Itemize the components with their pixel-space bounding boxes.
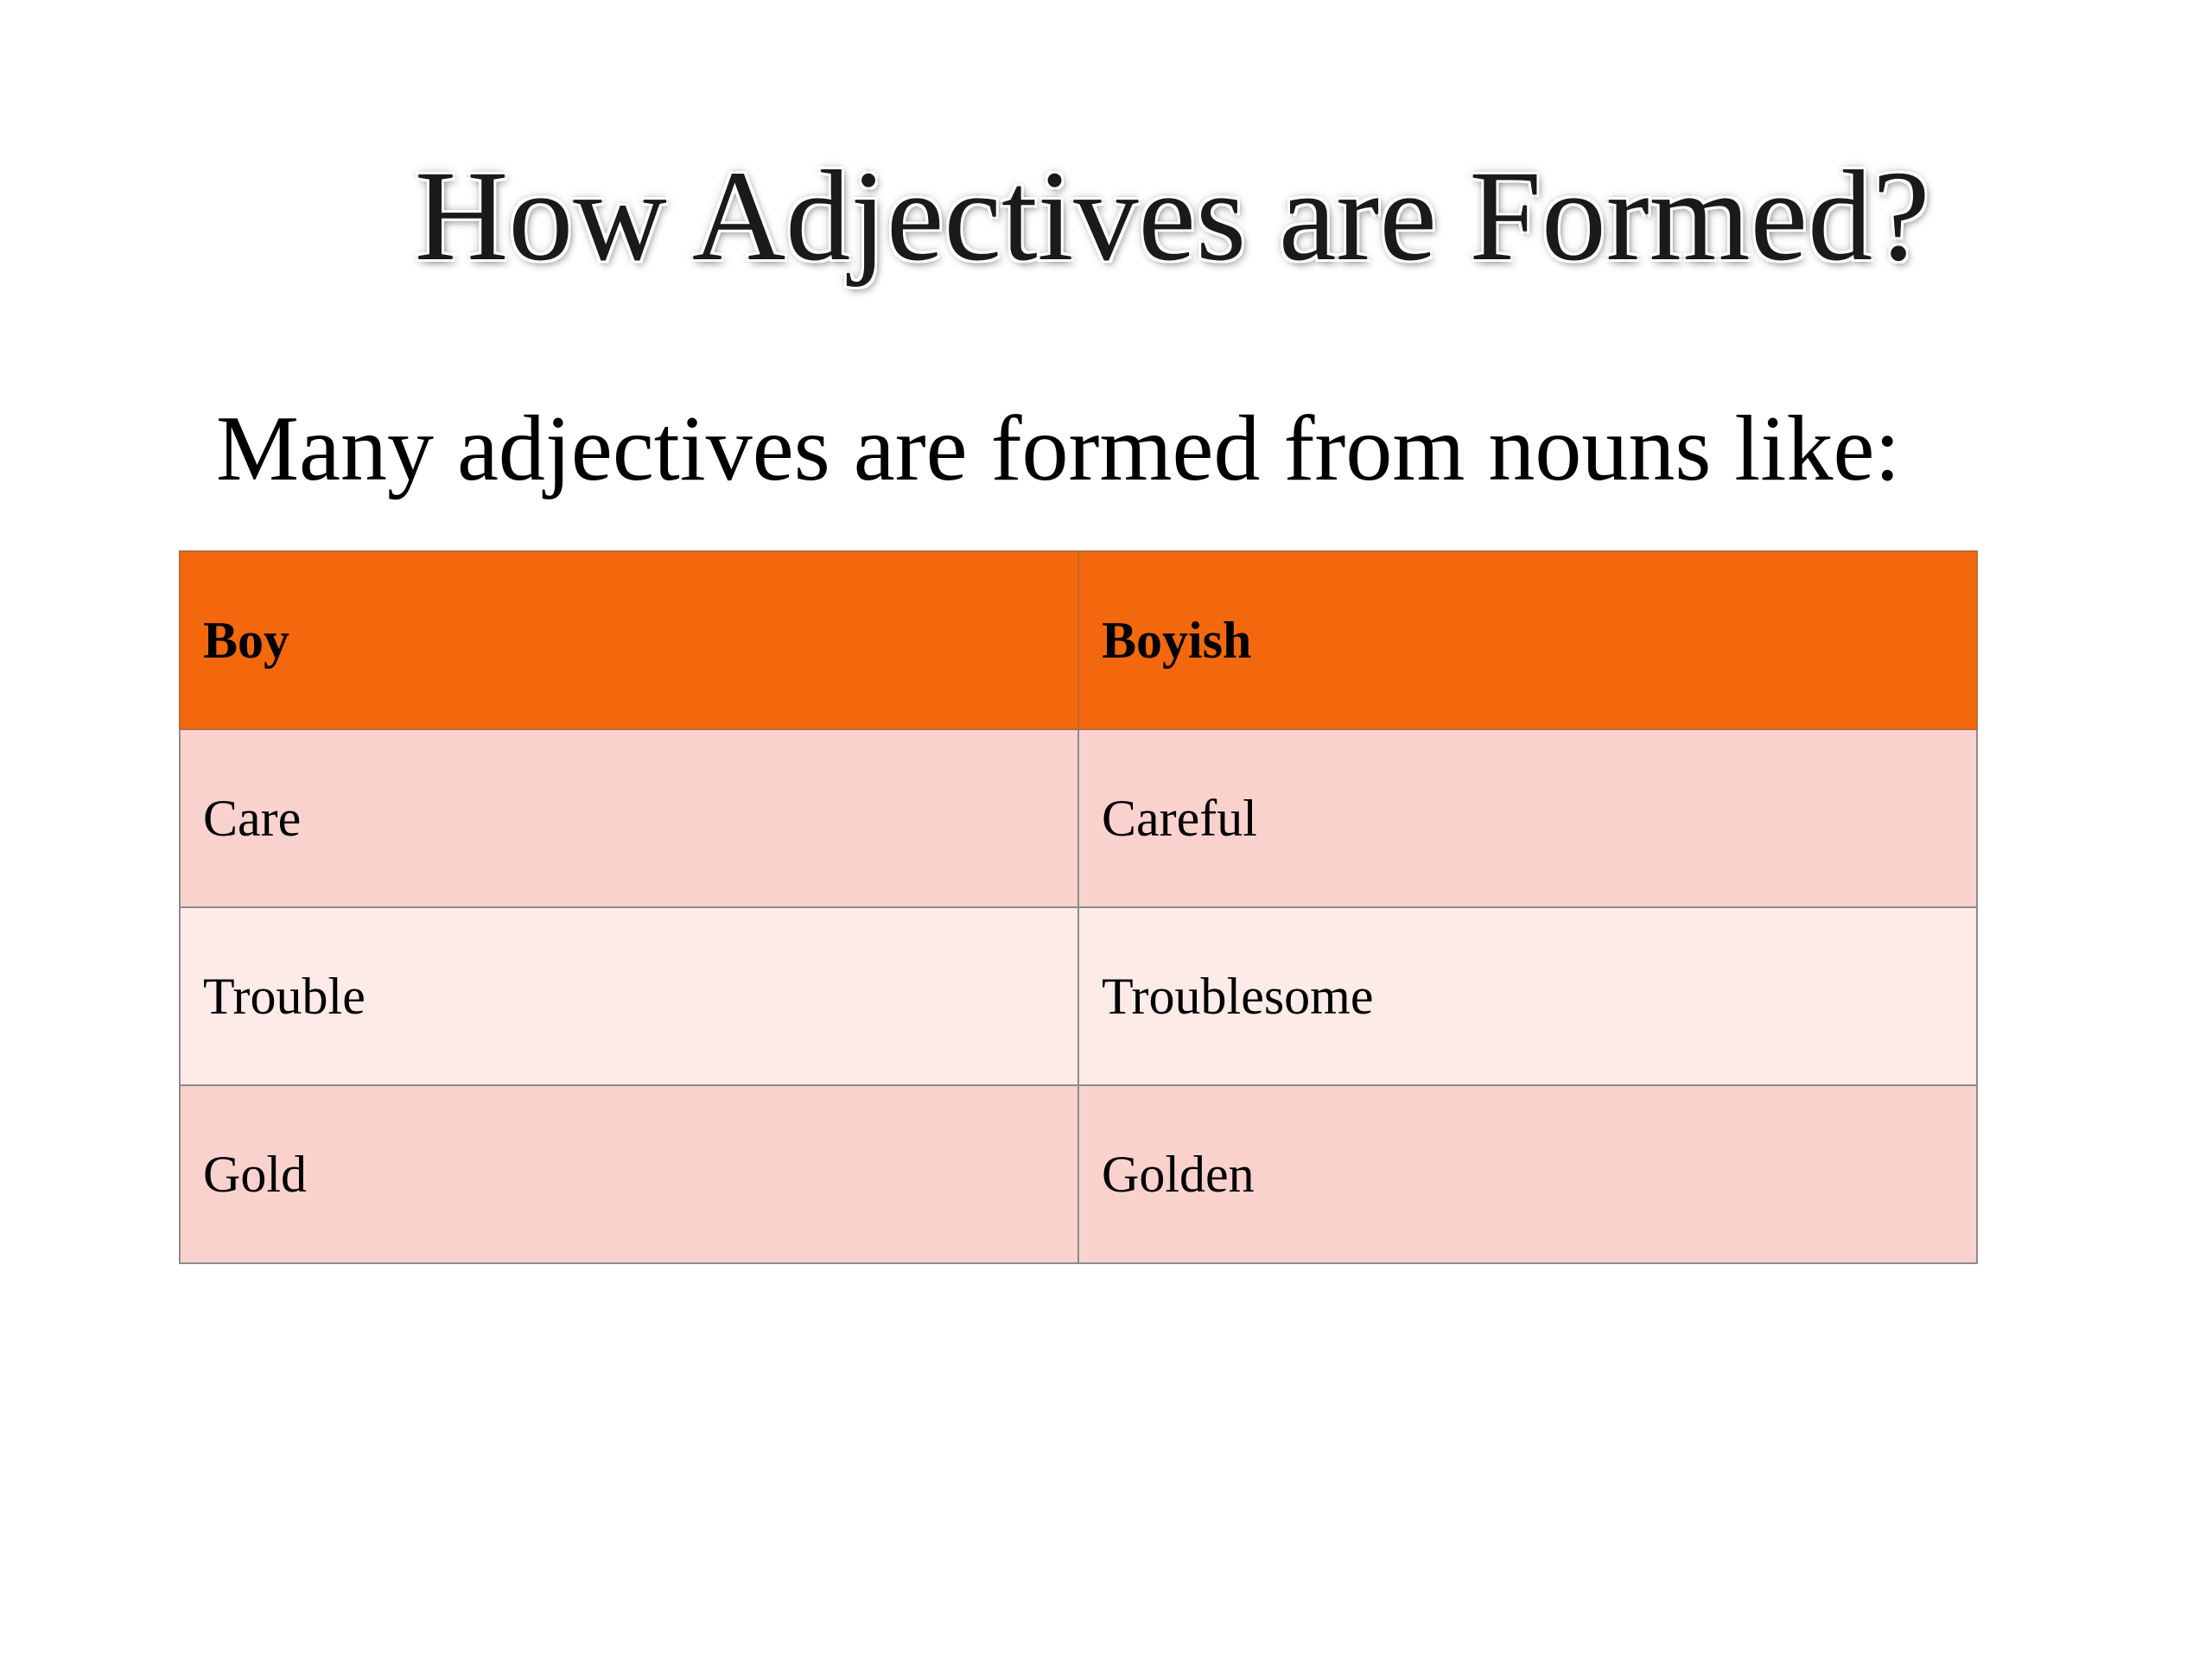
table-cell-noun: Trouble bbox=[180, 907, 1078, 1085]
table-cell-adjective: Golden bbox=[1078, 1085, 1977, 1263]
table-header-cell-noun: Boy bbox=[180, 551, 1078, 729]
table-row bbox=[180, 729, 1977, 907]
table-row bbox=[180, 907, 1977, 1085]
table-cell-adjective: Troublesome bbox=[1078, 907, 1977, 1085]
table-header-row bbox=[180, 551, 1977, 729]
table-cell-noun: Care bbox=[180, 729, 1078, 907]
table-cell-noun: Gold bbox=[180, 1085, 1078, 1263]
slide-title: How Adjectives are Formed? bbox=[415, 144, 1930, 288]
table-row bbox=[180, 1085, 1977, 1263]
table-header-cell-adjective: Boyish bbox=[1078, 551, 1977, 729]
table-cell-adjective: Careful bbox=[1078, 729, 1977, 907]
slide-subtitle: Many adjectives are formed from nouns like: bbox=[216, 397, 1901, 500]
noun-adjective-table bbox=[179, 550, 1978, 1264]
